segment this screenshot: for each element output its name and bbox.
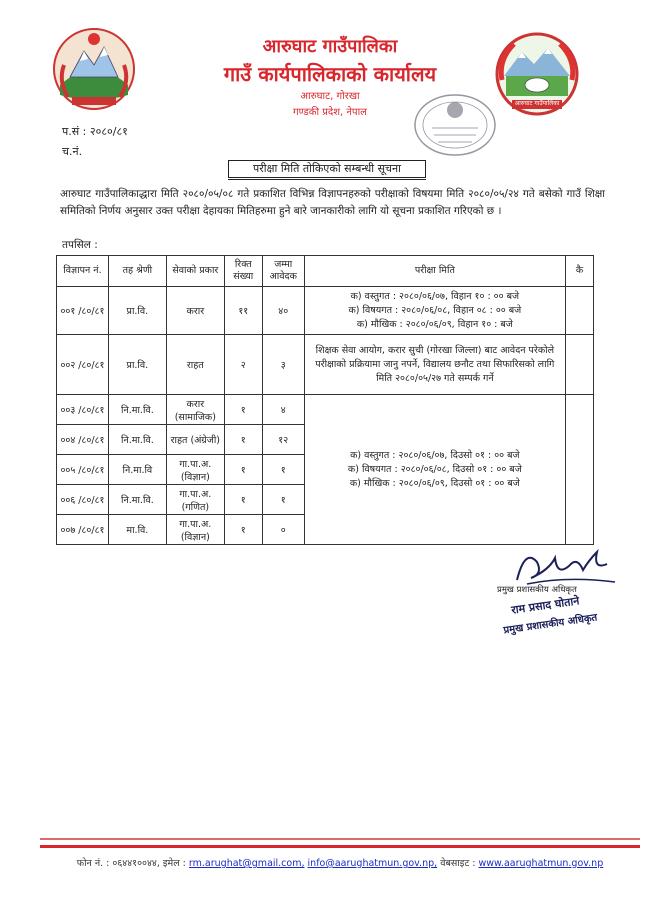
cell-remarks bbox=[566, 287, 594, 335]
cell-rikta: १ bbox=[224, 485, 262, 515]
cell-sewa: करार bbox=[166, 287, 224, 335]
cell-taha: नि.मा.वि bbox=[108, 455, 166, 485]
cell-taha: नि.मा.वि. bbox=[108, 485, 166, 515]
cell-jamma: १ bbox=[262, 455, 304, 485]
exam-line: क) मौखिक : २०८०/०६/०९, विहान १० : बजे bbox=[356, 318, 513, 330]
office-name: गाउँ कार्यपालिकाको कार्यालय bbox=[223, 62, 437, 86]
cell-sewa: राहत (अंग्रेजी) bbox=[166, 425, 224, 455]
cell-no: ००६ /८०/८१ bbox=[57, 485, 109, 515]
cell-jamma: ३ bbox=[262, 335, 304, 395]
municipality-name: आरुघाट गाउँपालिका bbox=[262, 36, 398, 57]
footer-phone: फोन नं. : ०६४४१००४४, इमेल : bbox=[76, 858, 186, 869]
footer-website-link[interactable]: www.aarughatmun.gov.np bbox=[478, 858, 604, 869]
header-kaifiyat: कै bbox=[566, 256, 594, 287]
cell-no: ००५ /८०/८१ bbox=[57, 455, 109, 485]
signature-block bbox=[497, 540, 637, 650]
header-taha: तह श्रेणी bbox=[108, 256, 166, 287]
cell-rikta: १ bbox=[224, 425, 262, 455]
exam-line: क) वस्तुगत : २०८०/०६/०७, दिउसो ०१ : ०० बजे bbox=[350, 449, 520, 461]
cell-sewa: गा.पा.अ. (विज्ञान) bbox=[166, 455, 224, 485]
address-line1: आरुघाट, गोरखा bbox=[300, 91, 360, 102]
cell-no: ००३ /८०/८१ bbox=[57, 395, 109, 425]
header-vigyapan: विज्ञापन नं. bbox=[57, 256, 109, 287]
notice-body: आरुघाट गाउँपालिकाद्धारा मिति २०८०/०५/०८ गते प्रकाशित विभिन्न विज्ञापनहरुको परीक्षाको विषयमा मिति २०८०/०५/२४ गते बसेको गाउँ शिक्षा समितिको निर्णय अनुसार उक्त परीक्षा देहायका मितिहरुमा हुने बारे जानकारीको लागि यो सूचना प्रकाशित गरिएको छ । bbox=[60, 188, 605, 217]
cell-exam-dates-group bbox=[304, 395, 565, 545]
footer-divider-thin bbox=[40, 838, 640, 840]
exam-line: क) मौखिक : २०८०/०६/०९, दिउसो ०१ : ०० बजे bbox=[349, 477, 520, 489]
footer-contact bbox=[40, 856, 640, 869]
officer-title-stamp: प्रमुख प्रशासकीय अधिकृत bbox=[502, 612, 598, 637]
cell-exam-dates bbox=[304, 287, 565, 335]
details-label: तपसिल : bbox=[62, 239, 98, 251]
cell-sewa: गा.पा.अ. (विज्ञान) bbox=[166, 515, 224, 545]
chalani-number: च.नं. bbox=[62, 145, 83, 158]
cell-taha: प्रा.वि. bbox=[108, 287, 166, 335]
cell-jamma: ४० bbox=[262, 287, 304, 335]
table-row bbox=[57, 335, 594, 395]
cell-sewa: करार (सामाजिक) bbox=[166, 395, 224, 425]
notice-subject: परीक्षा मिति तोकिएको सम्बन्धी सूचना bbox=[228, 160, 426, 178]
cell-rikta: १ bbox=[224, 515, 262, 545]
cell-sewa: गा.पा.अ. (गणित) bbox=[166, 485, 224, 515]
cell-jamma: ४ bbox=[262, 395, 304, 425]
cell-no: ००४ /८०/८१ bbox=[57, 425, 109, 455]
cell-remarks bbox=[566, 335, 594, 395]
officer-name-stamp: राम प्रसाद घोताने bbox=[510, 594, 581, 617]
cell-jamma: १ bbox=[262, 485, 304, 515]
footer-email-link-2[interactable]: info@aarughatmun.gov.np, bbox=[307, 858, 438, 869]
exam-line: क) विषयगत : २०८०/०६/०८, विहान ०८ : ०० बजे bbox=[348, 304, 522, 316]
header-sewa: सेवाको प्रकार bbox=[166, 256, 224, 287]
cell-rikta: ११ bbox=[224, 287, 262, 335]
subject-underline bbox=[228, 179, 426, 180]
cell-taha: नि.मा.वि. bbox=[108, 395, 166, 425]
cell-taha: प्रा.वि. bbox=[108, 335, 166, 395]
cell-taha: नि.मा.वि. bbox=[108, 425, 166, 455]
cell-jamma: १२ bbox=[262, 425, 304, 455]
cell-exam-note: शिक्षक सेवा आयोग, करार सुची (गोरखा जिल्ला) बाट आवेदन परेकोले परीक्षाको प्रक्रियामा जानु नपर्ने, विद्यालय छनौट तथा सिफारिसको लागि मिति २०८०/०५/२७ गते सम्पर्क गर्ने bbox=[304, 335, 565, 395]
table-row bbox=[57, 287, 594, 335]
address-line2: गण्डकी प्रदेश, नेपाल bbox=[293, 107, 367, 118]
footer-website-label: वेबसाइट : bbox=[440, 858, 476, 869]
cell-taha: मा.वि. bbox=[108, 515, 166, 545]
cell-remarks bbox=[566, 395, 594, 545]
patra-sankhya: प.सं : २०८०/८१ bbox=[62, 125, 128, 138]
cell-sewa: राहत bbox=[166, 335, 224, 395]
cell-jamma: ० bbox=[262, 515, 304, 545]
exam-schedule-table bbox=[56, 255, 594, 545]
cell-rikta: २ bbox=[224, 335, 262, 395]
table-header-row bbox=[57, 256, 594, 287]
exam-line: क) वस्तुगत : २०८०/०६/०७, विहान १० : ०० बजे bbox=[350, 290, 520, 302]
cell-rikta: १ bbox=[224, 395, 262, 425]
cell-no: ००१ /८०/८१ bbox=[57, 287, 109, 335]
cell-no: ००२ /८०/८१ bbox=[57, 335, 109, 395]
exam-line: क) विषयगत : २०८०/०६/०८, दिउसो ०१ : ०० बजे bbox=[347, 463, 522, 475]
signature-caption: प्रमुख प्रशासकीय अधिकृत bbox=[497, 585, 577, 595]
header-jamma: जम्मा आवेदक bbox=[262, 256, 304, 287]
right-logo-caption: आरुघाट गाउँपालिका bbox=[514, 100, 560, 107]
table-row bbox=[57, 395, 594, 425]
header-mitee: परीक्षा मिति bbox=[304, 256, 565, 287]
nepal-emblem-logo bbox=[50, 25, 138, 113]
header-rikta: रिक्त संख्या bbox=[224, 256, 262, 287]
cell-no: ००७ /८०/८१ bbox=[57, 515, 109, 545]
cell-rikta: १ bbox=[224, 455, 262, 485]
footer-divider-thick bbox=[40, 845, 640, 848]
office-stamp bbox=[410, 90, 500, 160]
footer-email-link-1[interactable]: rm.arughat@gmail.com, bbox=[188, 858, 305, 869]
